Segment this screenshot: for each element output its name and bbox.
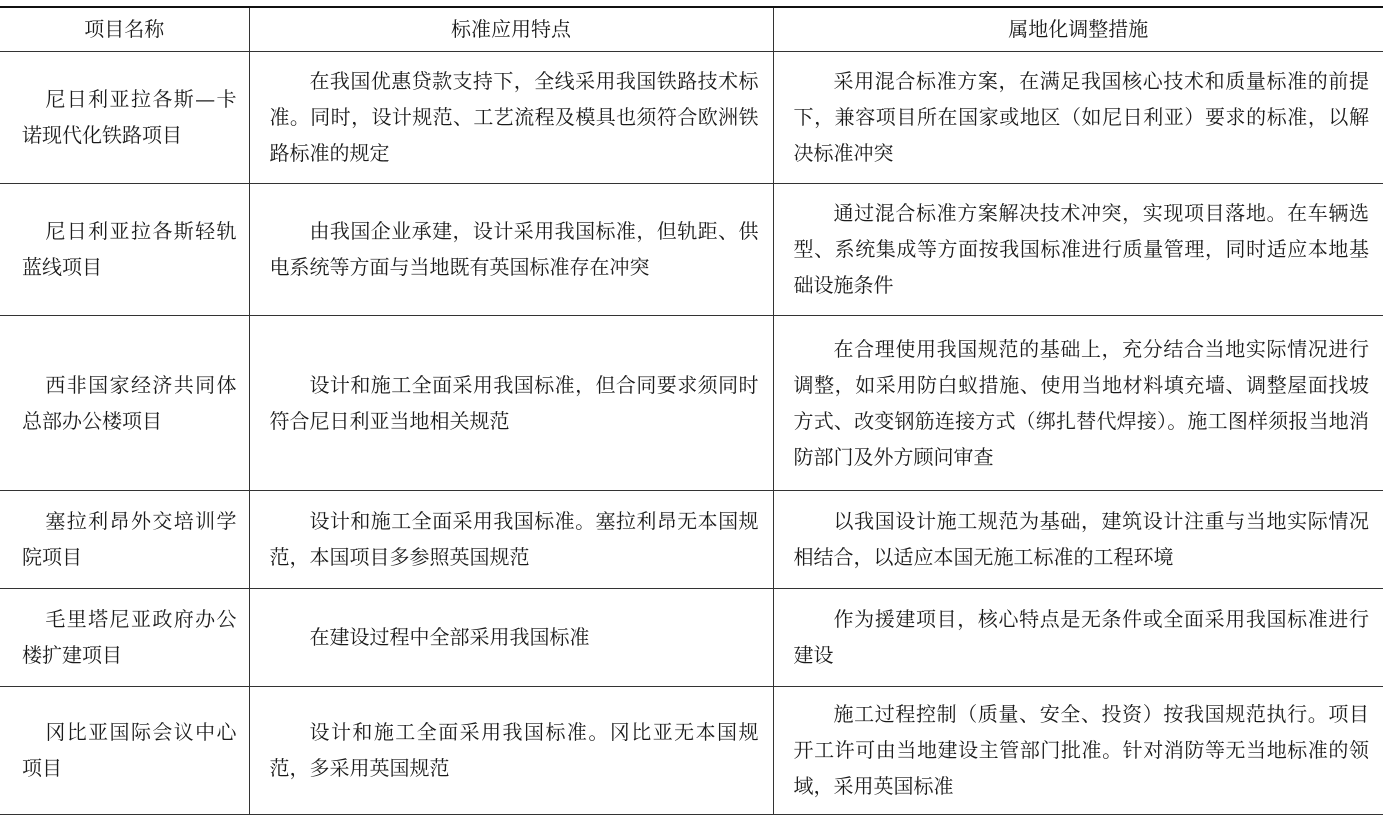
localization-measures-cell: 在合理使用我国规范的基础上，充分结合当地实际情况进行调整，如采用防白蚁措施、使用当地材料填充墙、调整屋面找坡方式、改变钢筋连接方式（绑扎替代焊接）。施工图样须报当地消防部门及外方顾问审查: [773, 315, 1383, 490]
project-name-text: 尼日利亚拉各斯—卡诺现代化铁路项目: [22, 87, 237, 147]
localization-measures-cell: 以我国设计施工规范为基础，建筑设计注重与当地实际情况相结合，以适应本国无施工标准的工程环境: [773, 490, 1383, 588]
localization-measures-cell: 作为援建项目，核心特点是无条件或全面采用我国标准进行建设: [773, 588, 1383, 686]
project-name-text: 毛里塔尼亚政府办公楼扩建项目: [22, 607, 237, 667]
table-row: [0, 51, 1383, 183]
standard-features-cell: 设计和施工全面采用我国标准，但合同要求须同时符合尼日利亚当地相关规范: [249, 315, 773, 490]
project-name-cell: [0, 588, 249, 686]
localization-measures-cell: 采用混合标准方案，在满足我国核心技术和质量标准的前提下，兼容项目所在国家或地区（如尼日利亚）要求的标准，以解决标准冲突: [773, 51, 1383, 183]
project-name-cell: [0, 686, 249, 814]
project-name-text: 冈比亚国际会议中心项目: [22, 720, 237, 780]
project-name-text: 西非国家经济共同体总部办公楼项目: [22, 372, 237, 433]
project-name-cell: [0, 490, 249, 588]
table-row: [0, 183, 1383, 315]
table-row: [0, 588, 1383, 686]
table-row: [0, 686, 1383, 814]
project-name-cell: [0, 315, 249, 490]
standard-features-cell: 在建设过程中全部采用我国标准: [249, 588, 773, 686]
standard-features-cell: 设计和施工全面采用我国标准。冈比亚无本国规范，多采用英国规范: [249, 686, 773, 814]
project-name-text: 塞拉利昂外交培训学院项目: [22, 509, 237, 569]
header-standard-features: 标准应用特点: [249, 7, 773, 51]
localization-measures-cell: 施工过程控制（质量、安全、投资）按我国规范执行。项目开工许可由当地建设主管部门批准。针对消防等无当地标准的领域，采用英国标准: [773, 686, 1383, 814]
table-header-row: [0, 7, 1383, 51]
standards-table: [0, 6, 1383, 815]
standard-features-cell: 由我国企业承建，设计采用我国标准，但轨距、供电系统等方面与当地既有英国标准存在冲突: [249, 183, 773, 315]
header-project-name: 项目名称: [0, 7, 249, 51]
standard-features-cell: 在我国优惠贷款支持下，全线采用我国铁路技术标准。同时，设计规范、工艺流程及模具也须符合欧洲铁路标准的规定: [249, 51, 773, 183]
project-name-text: 尼日利亚拉各斯轻轨蓝线项目: [22, 219, 237, 279]
localization-measures-cell: 通过混合标准方案解决技术冲突，实现项目落地。在车辆选型、系统集成等方面按我国标准进行质量管理，同时适应本地基础设施条件: [773, 183, 1383, 315]
standard-features-cell: 设计和施工全面采用我国标准。塞拉利昂无本国规范，本国项目多参照英国规范: [249, 490, 773, 588]
project-name-cell: [0, 51, 249, 183]
project-name-cell: [0, 183, 249, 315]
table-row: [0, 490, 1383, 588]
table-row: [0, 315, 1383, 490]
header-localization-measures: 属地化调整措施: [773, 7, 1383, 51]
